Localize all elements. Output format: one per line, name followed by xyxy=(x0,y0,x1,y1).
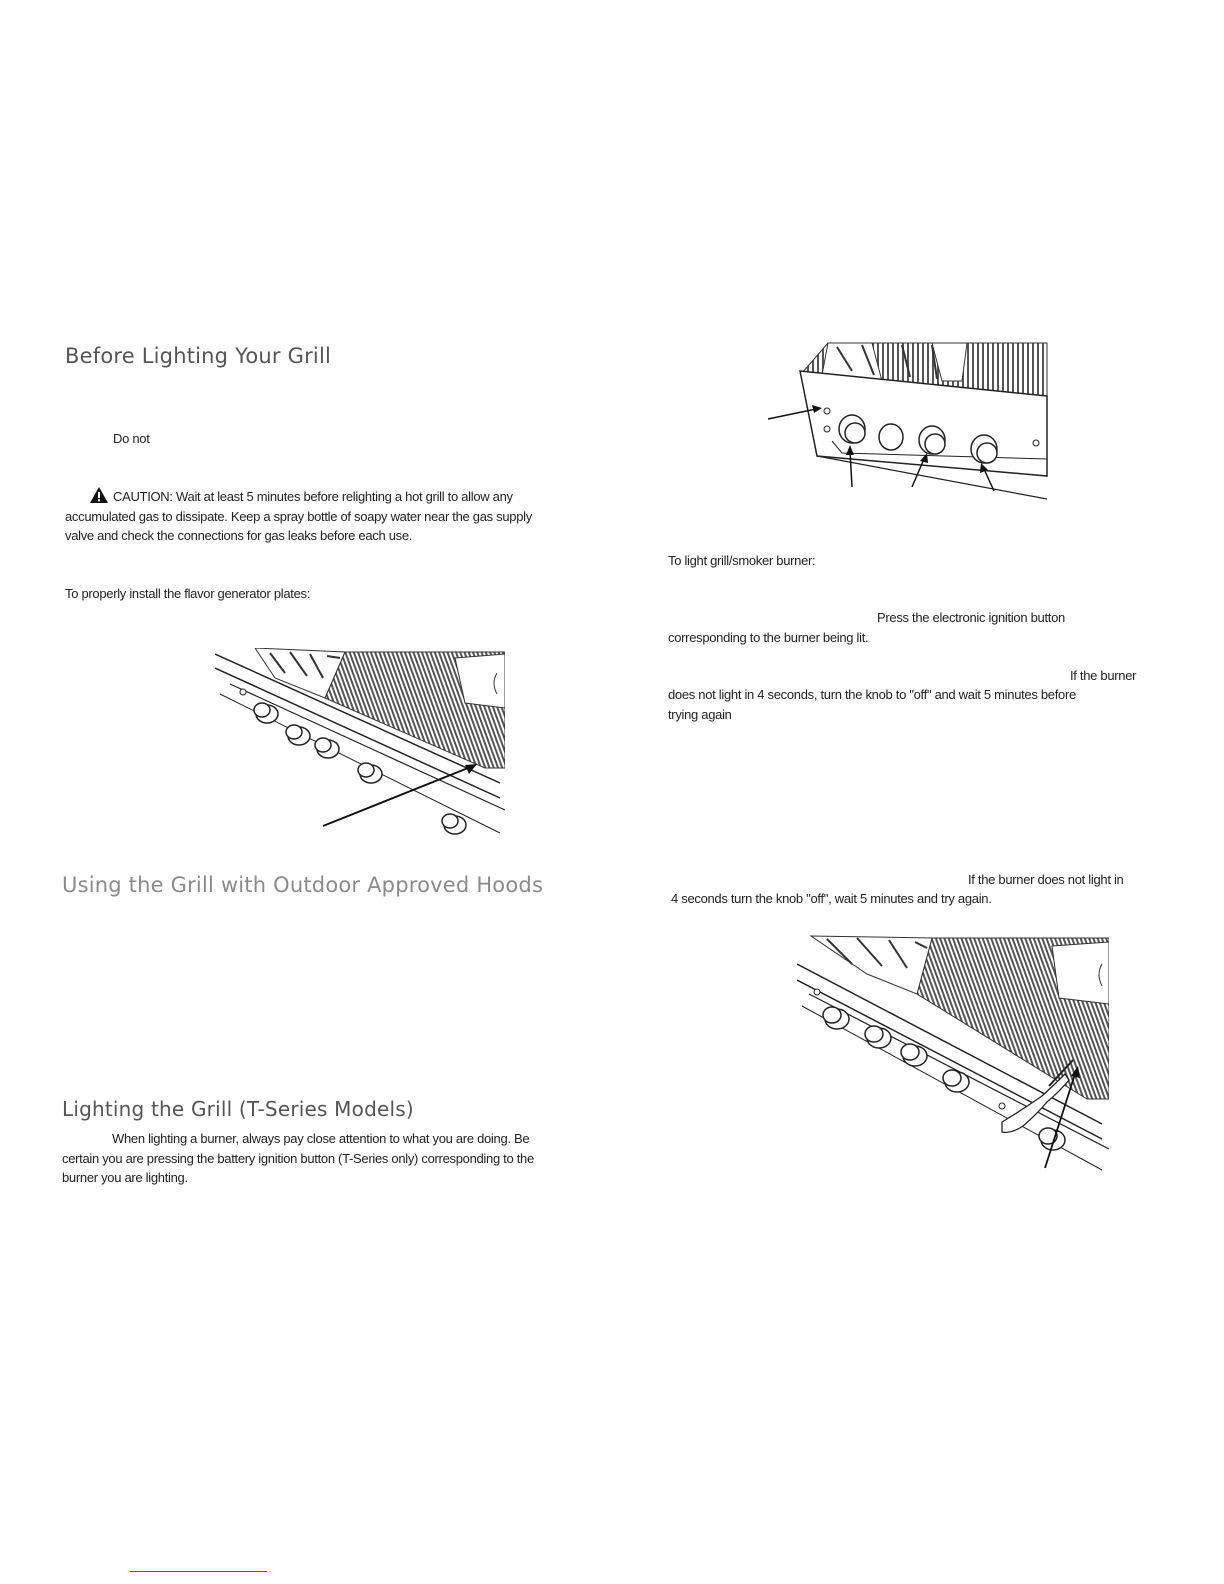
lighting-body-text: When lighting a burner, always pay close attention to what you are doing. Be certain you are pressing the battery ignition button (T-Series only) corresponding to the burner you are lighting. xyxy=(62,1131,534,1185)
four-seconds-text: 4 seconds turn the knob "off", wait 5 minutes and try again. xyxy=(671,891,992,906)
manual-lighting-illustration xyxy=(797,934,1109,1172)
flavor-plates-illustration xyxy=(215,648,505,840)
warning-triangle-icon xyxy=(89,486,109,504)
if-burner-text: If the burner xyxy=(1070,668,1137,683)
footer-link-underline xyxy=(130,1571,267,1572)
flavor-plates-text: To properly install the flavor generator plates: xyxy=(65,586,311,601)
does-not-light-text: does not light in 4 seconds, turn the knob to "off" and wait 5 minutes before xyxy=(668,687,1076,702)
heading-outdoor-hoods: Using the Grill with Outdoor Approved Hoods xyxy=(62,873,544,897)
if-burner-text-2: If the burner does not light in xyxy=(968,872,1124,887)
do-not-text: Do not xyxy=(113,431,150,446)
trying-again-text: trying again xyxy=(668,707,732,722)
corresponding-text: corresponding to the burner being lit. xyxy=(668,630,869,645)
lighting-paragraph xyxy=(62,1129,540,1188)
ignition-buttons-illustration xyxy=(762,341,1052,501)
heading-before-lighting: Before Lighting Your Grill xyxy=(65,344,332,368)
caution-text: CAUTION: Wait at least 5 minutes before relighting a hot grill to allow any accumulated gas to dissipate. Keep a spray bottle of soapy water near the gas supply valve and check the connections for gas leaks before each use. xyxy=(65,489,532,543)
press-button-text: Press the electronic ignition button xyxy=(877,610,1065,625)
to-light-text: To light grill/smoker burner: xyxy=(668,553,816,568)
heading-lighting-t-series: Lighting the Grill (T-Series Models) xyxy=(62,1097,414,1121)
caution-paragraph xyxy=(65,486,545,546)
